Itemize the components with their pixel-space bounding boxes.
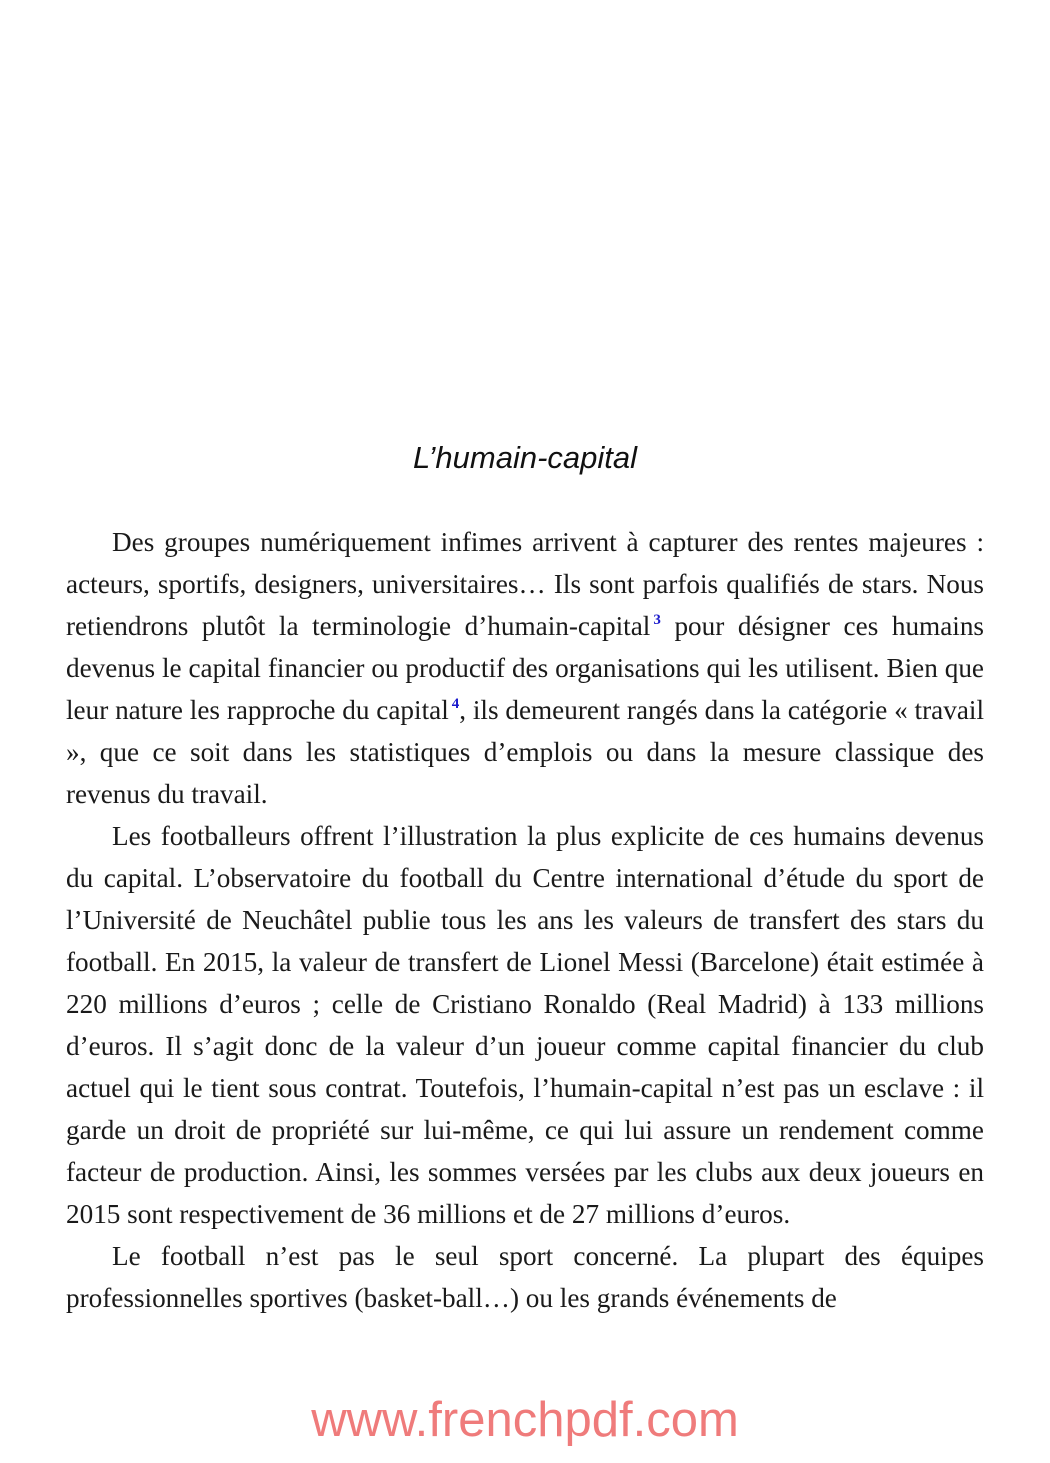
paragraph-3: Le football n’est pas le seul sport concerné. La plupart des équipes professionnelles sportives (basket-ball…) ou les grands événements de bbox=[66, 1241, 984, 1313]
paragraph-1-part-c: , ils demeurent rangés dans la catégorie « travail », que ce soit dans les statistiques d’emplois ou dans la mesure classique des revenus du travail. bbox=[66, 695, 984, 809]
chapter-title: L’humain-capital bbox=[412, 440, 638, 475]
body-text bbox=[66, 521, 984, 1319]
paragraph-1 bbox=[66, 521, 984, 815]
footnote-ref-4[interactable]: 4 bbox=[451, 696, 460, 712]
watermark-url: www.frenchpdf.com bbox=[311, 1393, 739, 1447]
footnote-ref-3[interactable]: 3 bbox=[653, 612, 661, 628]
paragraph-1-part-b: pour désigner ces humains devenus le capital financier ou productif des organisations qui les utilisent. Bien que leur nature les rapproche du capital bbox=[66, 611, 984, 725]
paragraph-1-part-a: Des groupes numériquement infimes arrivent à capturer des rentes majeures : acteurs, sportifs, designers, universitaires… Ils sont parfois qualifiés de stars. Nous retiendrons plutôt la terminologie d’humain-capital bbox=[66, 527, 984, 641]
paragraph-2: Les footballeurs offrent l’illustration la plus explicite de ces humains devenus du capital. L’observatoire du football du Centre international d’étude du sport de l’Université de Neuchâtel publie tous les ans les valeurs de transfert des stars du football. En 2015, la valeur de transfert de Lionel Messi (Barcelone) était estimée à 220 millions d’euros ; celle de Cristiano Ronaldo (Real Madrid) à 133 millions d’euros. Il s’agit donc de la valeur d’un joueur comme capital financier du club actuel qui le tient sous contrat. Toutefois, l’humain-capital n’est pas un esclave : il garde un droit de propriété sur lui-même, ce qui lui assure un rendement comme facteur de production. Ainsi, les sommes versées par les clubs aux deux joueurs en 2015 sont respectivement de 36 millions et de 27 millions d’euros. bbox=[66, 821, 984, 1229]
